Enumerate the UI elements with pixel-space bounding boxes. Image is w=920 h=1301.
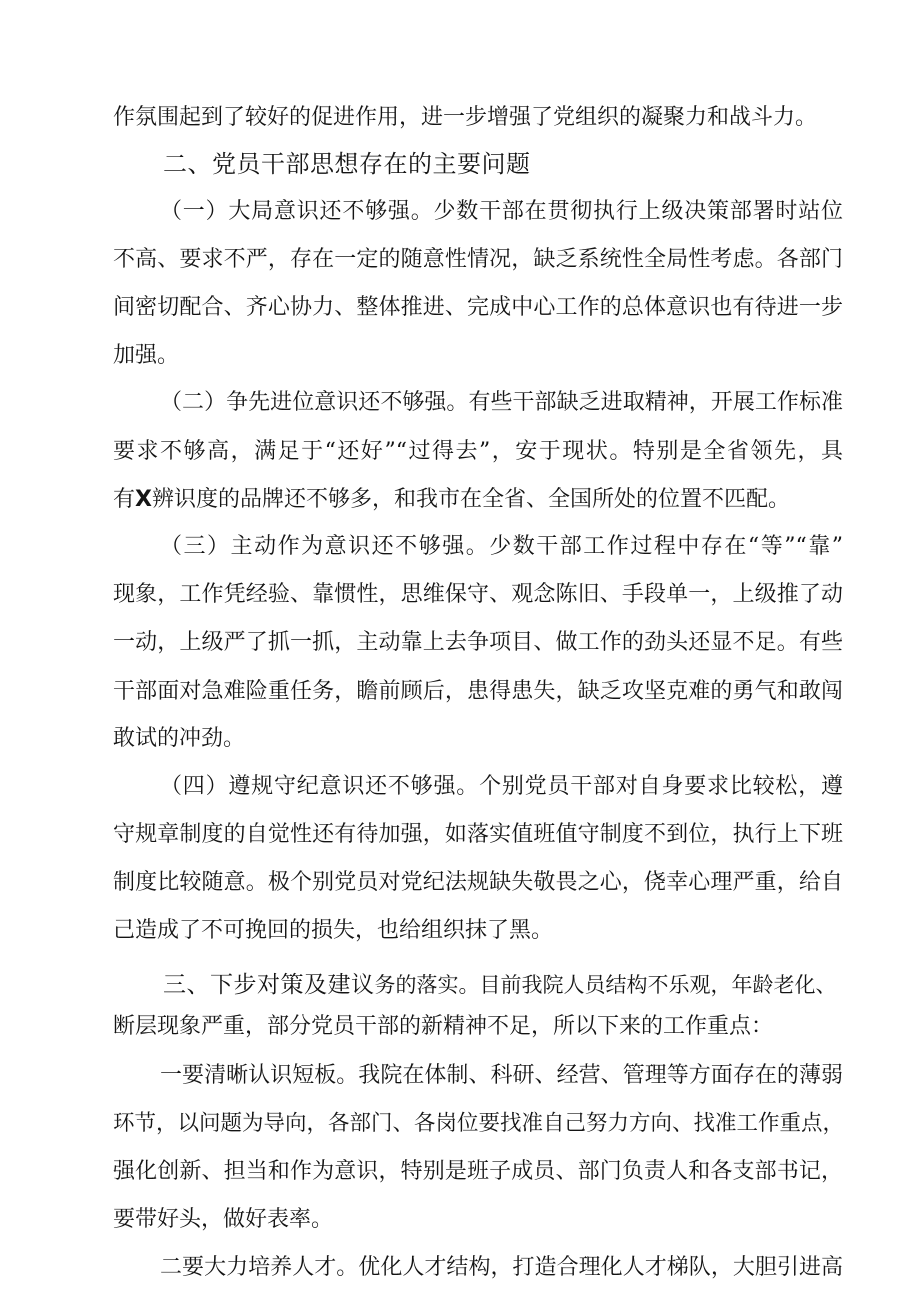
section-2-item-4-line-2: 守规章制度的自觉性还有待加强，如落实值班值守制度不到位，执行上下班 xyxy=(113,822,843,847)
line-rest: 辨识度的品牌还不够多，和我市在全省、全国所处的位置不匹配。 xyxy=(151,487,790,512)
section-3-heading: 三、下步对策及建议 xyxy=(163,972,375,998)
section-2-item-1-line-4: 加强。 xyxy=(113,343,180,368)
section-2-item-4-line-3: 制度比较随意。极个别党员对党纪法规缺失敬畏之心，侥幸心理严重，给自 xyxy=(113,870,843,895)
section-2-item-3-line-4: 干部面对急难险重任务，瞻前顾后，患得患失，缺乏攻坚克难的勇气和敢闯 xyxy=(113,679,843,704)
section-2-item-4-line-4: 己造成了不可挽回的损失，也给组织抹了黑。 xyxy=(113,918,554,943)
bold-x-mark: X xyxy=(135,487,152,512)
section-3-item-1-line-3: 强化创新、担当和作为意识，特别是班子成员、部门负责人和各支部书记， xyxy=(113,1159,843,1184)
section-3-intro-line-1: 断层现象严重，部分党员干部的新精神不足，所以下来的工作重点： xyxy=(113,1014,774,1039)
section-2-item-3-line-3: 一动，上级严了抓一抓，主动靠上去争项目、做工作的劲头还显不足。有些 xyxy=(113,630,843,655)
section-2-item-3-line-5: 敢试的冲劲。 xyxy=(113,726,246,751)
section-2-item-4-line-1: （四）遵规守纪意识还不够强。个别党员干部对自身要求比较松，遵 xyxy=(160,774,843,799)
section-3-item-1-line-2: 环节，以问题为导向，各部门、各岗位要找准自己努力方向、找准工作重点， xyxy=(113,1111,845,1136)
section-2-item-2-line-2: 要求不够高，满足于“还好”“过得去”，安于现状。特别是全省领先，具 xyxy=(113,439,843,464)
section-2-item-2-line-3 xyxy=(113,485,843,515)
section-3-item-1-line-1: 一要清晰认识短板。我院在体制、科研、经营、管理等方面存在的薄弱 xyxy=(160,1063,843,1088)
section-3-item-2-line-1: 二要大力培养人才。优化人才结构，打造合理化人才梯队，大胆引进高 xyxy=(160,1255,843,1280)
section-2-item-1-line-2: 不高、要求不严，存在一定的随意性情况，缺乏系统性全局性考虑。各部门 xyxy=(113,247,843,272)
section-2-item-3-line-2: 现象，工作凭经验、靠惯性，思维保守、观念陈旧、手段单一，上级推了动 xyxy=(113,582,843,607)
section-2-item-1-line-1: （一）大局意识还不够强。少数干部在贯彻执行上级决策部署时站位 xyxy=(160,199,843,224)
section-3-item-1-line-4: 要带好头，做好表率。 xyxy=(113,1207,334,1232)
section-2-heading: 二、党员干部思想存在的主要问题 xyxy=(163,150,531,178)
section-3-heading-row xyxy=(163,969,843,1003)
section-2-item-1-line-3: 间密切配合、齐心协力、整体推进、完成中心工作的总体意识也有待进一步 xyxy=(113,295,843,320)
section-2-item-3-line-1: （三）主动作为意识还不够强。少数干部工作过程中存在“等”“靠” xyxy=(160,534,843,559)
section-3-heading-tail: 务的落实。目前我院人员结构不乐观，年龄老化、 xyxy=(374,973,837,997)
line-prefix: 有 xyxy=(113,487,136,512)
intro-tail-line: 作氛围起到了较好的促进作用，进一步增强了党组织的凝聚力和战斗力。 xyxy=(113,105,818,130)
section-2-item-2-line-1: （二）争先进位意识还不够强。有些干部缺乏进取精神，开展工作标准 xyxy=(160,390,843,415)
